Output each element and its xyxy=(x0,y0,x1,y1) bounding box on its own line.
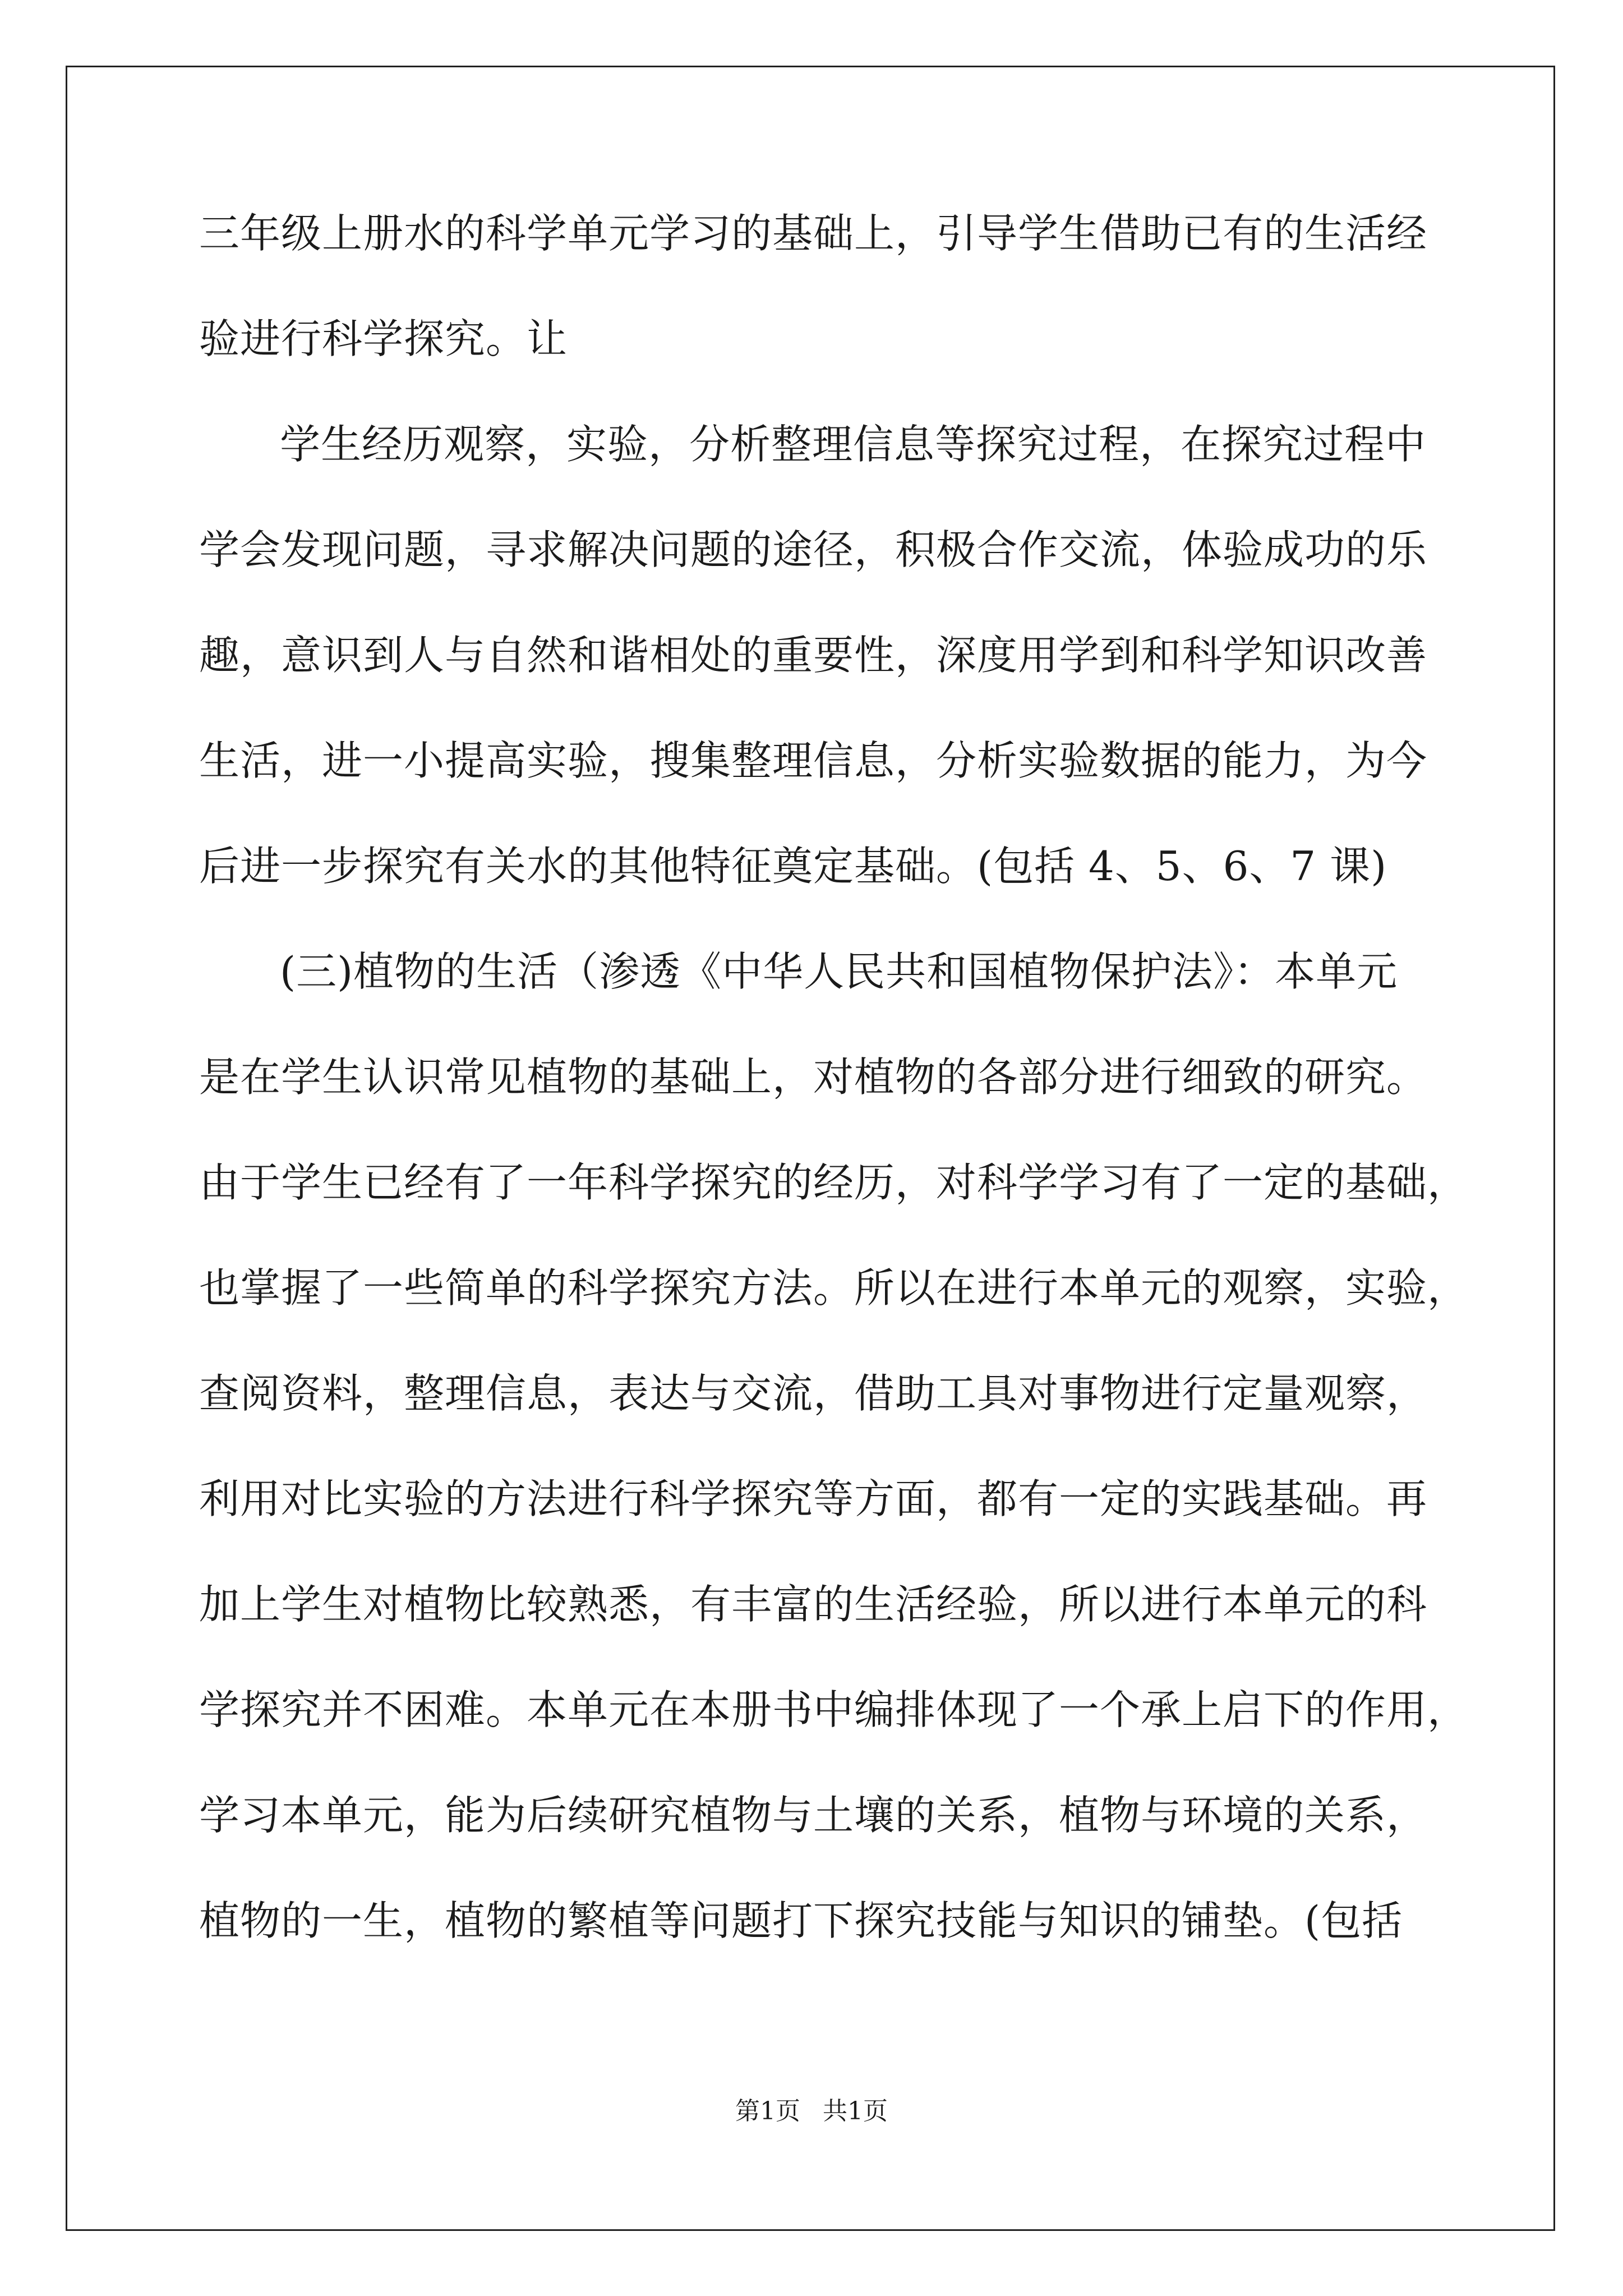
text-line: 验进行科学探究。让 xyxy=(199,315,568,362)
text-line: 植物的一生，植物的繁植等问题打下探究技能与知识的铺垫。(包括 xyxy=(199,1897,1403,1944)
text-line: 由于学生已经有了一年科学探究的经历，对科学学习有了一定的基础， xyxy=(199,1159,1469,1206)
text-line: 三年级上册水的科学单元学习的基础上，引导学生借助已有的生活经 xyxy=(199,210,1428,257)
page-footer xyxy=(0,2098,1623,2125)
document-body xyxy=(199,210,1469,2006)
page-total: 共1页 xyxy=(823,2097,888,2125)
text-line: (三)植物的生活（渗透《中华人民共和国植物保护法》：本单元 xyxy=(280,948,1398,995)
text-line: 查阅资料，整理信息，表达与交流，借助工具对事物进行定量观察， xyxy=(199,1370,1428,1417)
text-line: 后进一步探究有关水的其他特征奠定基础。(包括 4、5、6、7 课) xyxy=(199,843,1387,890)
page-number: 第1页 xyxy=(735,2097,800,2125)
text-line: 是在学生认识常见植物的基础上，对植物的各部分进行细致的研究。 xyxy=(199,1053,1428,1101)
text-line: 也掌握了一些简单的科学探究方法。所以在进行本单元的观察，实验， xyxy=(199,1264,1469,1312)
text-line: 学习本单元，能为后续研究植物与土壤的关系，植物与环境的关系， xyxy=(199,1792,1428,1839)
text-line: 学探究并不困难。本单元在本册书中编排体现了一个承上启下的作用， xyxy=(199,1686,1469,1733)
text-line: 加上学生对植物比较熟悉，有丰富的生活经验，所以进行本单元的科 xyxy=(199,1581,1428,1628)
text-line: 利用对比实验的方法进行科学探究等方面，都有一定的实践基础。再 xyxy=(199,1475,1428,1522)
text-line: 学生经历观察，实验，分析整理信息等探究过程，在探究过程中 xyxy=(280,421,1427,468)
text-line: 生活，进一小提高实验，搜集整理信息，分析实验数据的能力，为今 xyxy=(199,737,1428,784)
text-line: 趣，意识到人与自然和谐相处的重要性，深度用学到和科学知识改善 xyxy=(199,632,1428,679)
text-line: 学会发现问题，寻求解决问题的途径，积极合作交流，体验成功的乐 xyxy=(199,526,1428,573)
